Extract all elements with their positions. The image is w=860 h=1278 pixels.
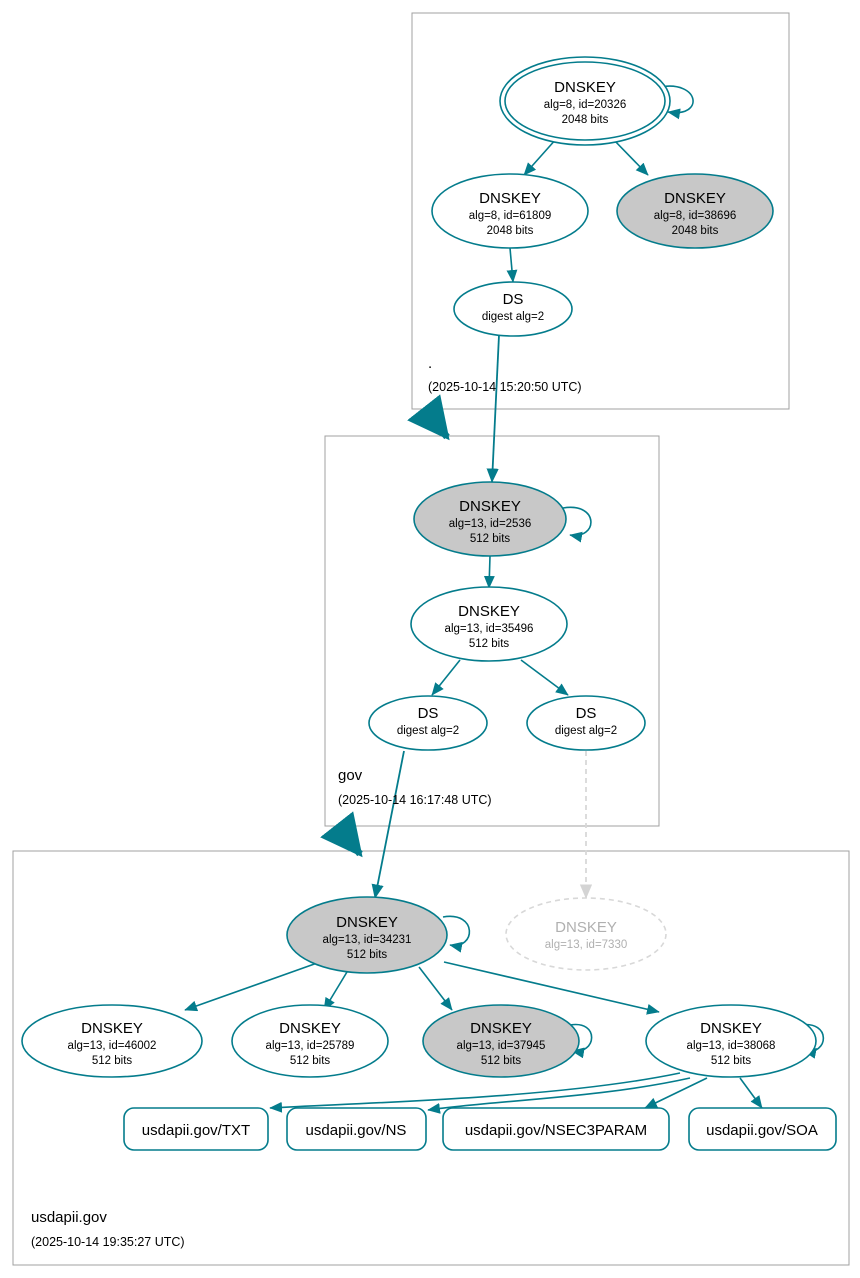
zone-label-usdapii-name: usdapii.gov	[31, 1209, 107, 1226]
edge-gov-ksk-self	[563, 507, 591, 535]
rrset-ns-label: usdapii.gov/NS	[305, 1122, 407, 1139]
node-gov-ksk-2536-line2: alg=13, id=2536	[448, 518, 532, 530]
node-zone-key-7330-line2: alg=13, id=7330	[544, 939, 628, 951]
edge-gov-ksk-to-35496	[489, 556, 490, 588]
edge-root-ksk-to-38696	[612, 138, 648, 175]
node-root-ksk-title: DNSKEY	[554, 79, 616, 96]
node-root-zsk-61809-title: DNSKEY	[479, 190, 541, 207]
node-root-ksk-line3: 2048 bits	[561, 114, 609, 126]
node-gov-zsk-35496-line2: alg=13, id=35496	[444, 623, 534, 635]
node-zone-key-25789-line2: alg=13, id=25789	[265, 1040, 355, 1052]
node-gov-ksk-2536-title: DNSKEY	[459, 498, 521, 515]
node-root-ds-title: DS	[502, 291, 524, 308]
node-gov-ds-left-line2: digest alg=2	[396, 725, 460, 737]
node-zone-key-37945-line2: alg=13, id=37945	[456, 1040, 546, 1052]
node-gov-ds-left-title: DS	[417, 705, 439, 722]
zone-label-root-time: (2025-10-14 15:20:50 UTC)	[428, 380, 582, 394]
node-root-zsk-61809-line3: 2048 bits	[486, 225, 534, 237]
node-root-ds-line2: digest alg=2	[481, 311, 545, 323]
node-zone-key-46002-line3: 512 bits	[91, 1055, 133, 1067]
node-root-zsk-38696-line2: alg=8, id=38696	[653, 210, 737, 222]
node-root-zsk-61809-line2: alg=8, id=61809	[468, 210, 552, 222]
edge-gov-35496-to-ds-right	[521, 660, 568, 695]
zone-label-gov-name: gov	[338, 767, 363, 784]
node-zone-key-38068-line2: alg=13, id=38068	[686, 1040, 776, 1052]
node-root-zsk-38696-line3: 2048 bits	[671, 225, 719, 237]
node-zone-key-46002-line2: alg=13, id=46002	[67, 1040, 157, 1052]
node-root-ksk-line2: alg=8, id=20326	[543, 99, 627, 111]
edge-root-ksk-to-61809	[524, 138, 557, 175]
rrset-soa-label: usdapii.gov/SOA	[706, 1122, 818, 1139]
edge-ksk-to-38068	[444, 962, 659, 1012]
edge-delegation-root-gov	[425, 409, 447, 437]
node-zone-key-37945-line3: 512 bits	[480, 1055, 522, 1067]
edge-ksk-to-37945	[419, 967, 452, 1010]
node-zone-key-46002-title: DNSKEY	[81, 1020, 143, 1037]
node-zone-key-38068-title: DNSKEY	[700, 1020, 762, 1037]
rrset-nsec3param-label: usdapii.gov/NSEC3PARAM	[464, 1122, 648, 1139]
zone-label-gov-time: (2025-10-14 16:17:48 UTC)	[338, 793, 492, 807]
zone-label-root-name: .	[428, 355, 433, 372]
edge-delegation-gov-usdapii	[338, 826, 360, 854]
rrset-txt-label: usdapii.gov/TXT	[141, 1122, 251, 1139]
node-zone-key-37945-title: DNSKEY	[470, 1020, 532, 1037]
edge-gov-35496-to-ds-left	[432, 660, 460, 695]
node-gov-zsk-35496-line3: 512 bits	[468, 638, 510, 650]
edge-ksk-to-25789	[324, 967, 350, 1010]
node-zone-key-38068-line3: 512 bits	[710, 1055, 752, 1067]
edge-38068-to-nsec3param	[645, 1078, 707, 1108]
node-zone-ksk-34231-line2: alg=13, id=34231	[322, 934, 412, 946]
edge-gov-ds-to-zone-ksk	[375, 751, 404, 898]
edge-38068-to-soa	[740, 1078, 762, 1108]
node-gov-ds-right-title: DS	[575, 705, 597, 722]
node-root-zsk-38696-title: DNSKEY	[664, 190, 726, 207]
node-gov-ds-right-line2: digest alg=2	[554, 725, 618, 737]
node-zone-key-7330-title: DNSKEY	[555, 919, 617, 936]
node-zone-ksk-34231-title: DNSKEY	[336, 914, 398, 931]
zone-label-usdapii-time: (2025-10-14 19:35:27 UTC)	[31, 1235, 185, 1249]
node-gov-zsk-35496-title: DNSKEY	[458, 603, 520, 620]
node-zone-key-25789-title: DNSKEY	[279, 1020, 341, 1037]
node-gov-ksk-2536-line3: 512 bits	[469, 533, 511, 545]
node-zone-ksk-34231-line3: 512 bits	[346, 949, 388, 961]
edge-root-61809-to-ds	[510, 248, 513, 282]
edge-ksk-to-46002	[185, 962, 320, 1010]
node-zone-key-25789-line3: 512 bits	[289, 1055, 331, 1067]
